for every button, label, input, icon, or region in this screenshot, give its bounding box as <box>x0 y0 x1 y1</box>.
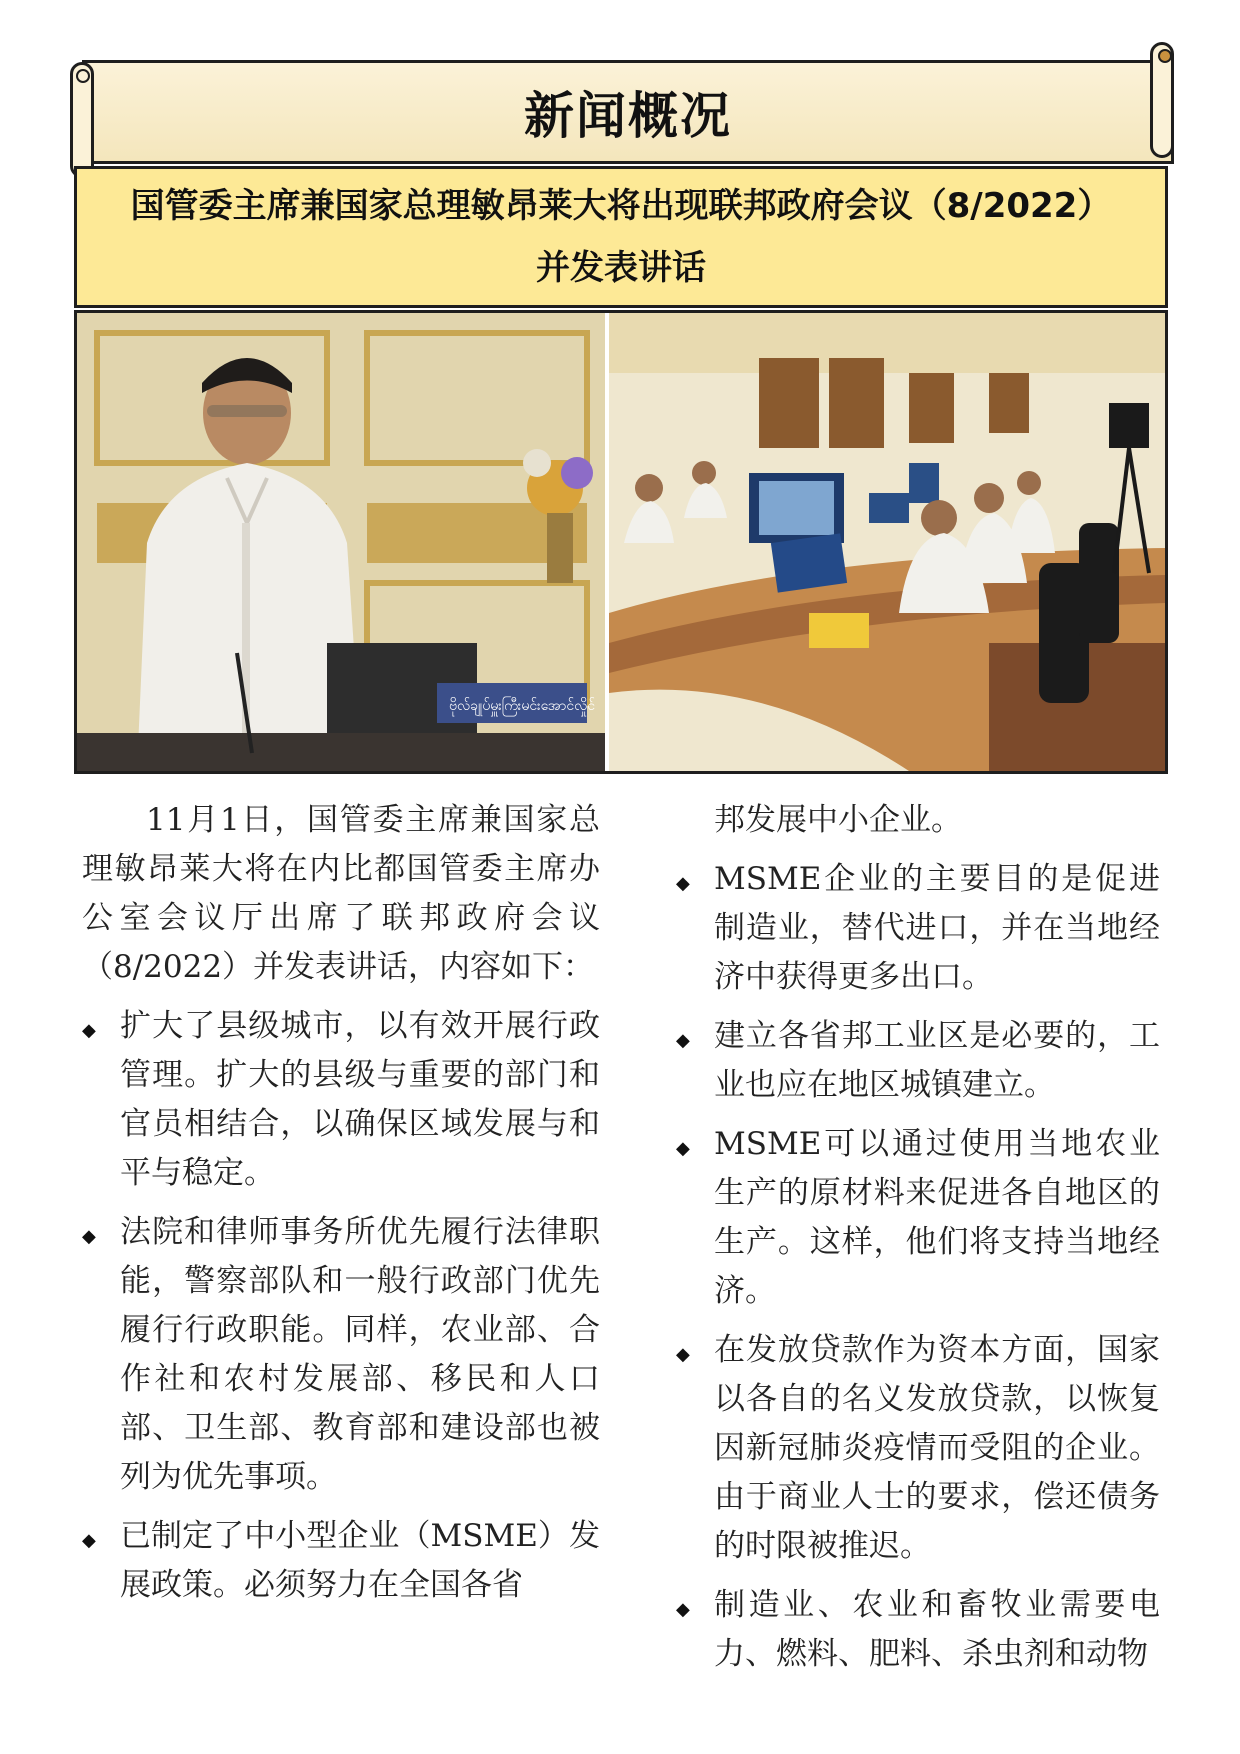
bullet-diamond-icon: ◆ <box>676 1030 690 1051</box>
bullet-item <box>676 855 1160 1002</box>
bullet-diamond-icon: ◆ <box>676 1344 690 1365</box>
photo-meeting-illustration <box>609 313 1165 771</box>
bullet-text: MSME可以通过使用当地农业生产的原材料来促进各自地区的生产。这样，他们将支持当地经济。 <box>714 1126 1160 1309</box>
bullet-text: 已制定了中小型企业（MSME）发展政策。必须努力在全国各省 <box>120 1518 600 1603</box>
photo-speaker-illustration <box>77 313 605 771</box>
bullet-diamond-icon: ◆ <box>82 1020 96 1041</box>
bullet-item <box>676 1120 1160 1316</box>
photo-meeting-hall <box>609 313 1165 771</box>
photo-speaker <box>77 313 605 771</box>
page-title: 新闻概况 <box>524 86 732 145</box>
headline-box <box>74 166 1168 308</box>
bullet-text: 建立各省邦工业区是必要的，工业也应在地区城镇建立。 <box>714 1018 1160 1103</box>
bullet-item <box>676 1012 1160 1110</box>
bullet-text: 制造业、农业和畜牧业需要电力、燃料、肥料、杀虫剂和动物 <box>714 1587 1160 1672</box>
bullet-text: 扩大了县级城市，以有效开展行政管理。扩大的县级与重要的部门和官员相结合，以确保区域发展与和平与稳定。 <box>120 1008 600 1191</box>
article-column-right <box>676 796 1160 1679</box>
bullet-item <box>82 1002 600 1198</box>
bullet-diamond-icon: ◆ <box>82 1226 96 1247</box>
bullet-item <box>676 1326 1160 1571</box>
bullet-item <box>82 1512 600 1610</box>
article-column-left <box>82 796 600 1610</box>
bullet-diamond-icon: ◆ <box>676 1138 690 1159</box>
bullet-text: 法院和律师事务所优先履行法律职能，警察部队和一般行政部门优先履行行政职能。同样，农业部、合作社和农村发展部、移民和人口部、卫生部、教育部和建设部也被列为优先事项。 <box>120 1214 600 1495</box>
bullet-item <box>676 1581 1160 1679</box>
headline-line-1: 国管委主席兼国家总理敏昂莱大将出现联邦政府会议（8/2022） <box>130 186 1112 226</box>
bullet-item <box>82 1208 600 1502</box>
bullet-diamond-icon: ◆ <box>676 1599 690 1620</box>
nameplate-text: ဗိုလ်ချုပ်မှူးကြီးမင်းအောင်လှိုင် <box>449 698 596 714</box>
bullet-diamond-icon: ◆ <box>82 1530 96 1551</box>
headline-line-2: 并发表讲话 <box>536 248 706 288</box>
photo-strip <box>74 310 1168 774</box>
bullet-continuation: 邦发展中小企业。 <box>714 802 962 838</box>
bullet-diamond-icon: ◆ <box>676 873 690 894</box>
article-intro: 11月1日，国管委主席兼国家总理敏昂莱大将在内比都国管委主席办公室会议厅出席了联邦政府会议（8/2022）并发表讲话，内容如下： <box>82 802 600 985</box>
bullet-text: 在发放贷款作为资本方面，国家以各自的名义发放贷款，以恢复因新冠肺炎疫情而受阻的企业。由于商业人士的要求，偿还债务的时限被推迟。 <box>714 1332 1160 1564</box>
bullet-text: MSME企业的主要目的是促进制造业，替代进口，并在当地经济中获得更多出口。 <box>714 861 1160 995</box>
